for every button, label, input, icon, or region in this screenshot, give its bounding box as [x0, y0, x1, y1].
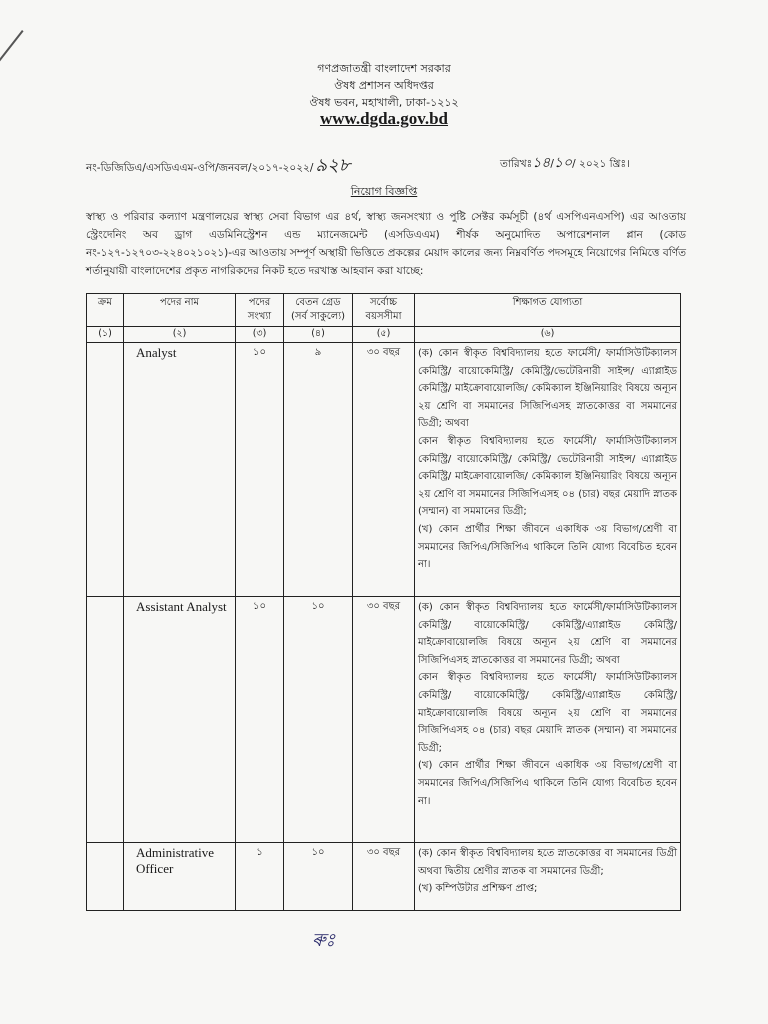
row-qualification: [415, 343, 681, 597]
row-age-limit: ৩০ বছর: [353, 843, 415, 911]
table-row: [87, 597, 681, 843]
memo-reference: [86, 151, 350, 182]
col-number: (৩): [236, 327, 284, 343]
notice-title: নিয়োগ বিজ্ঞপ্তি: [350, 185, 418, 198]
row-post-name: Administrative Officer: [124, 843, 236, 911]
memo-ref-prefix: নং-ডিজিডিএ/এসডিএএম-ওপি/জনবল/২০১৭-২০২২/: [86, 162, 314, 174]
row-pay-grade: ১০: [284, 843, 353, 911]
qualification-b: (খ) কম্পিউটার প্রশিক্ষণ প্রাপ্ত;: [418, 883, 538, 895]
date-year: ২০২১ খ্রিঃ।: [579, 158, 630, 170]
row-pay-grade: ৯: [284, 343, 353, 597]
col-number: (১): [87, 327, 124, 343]
qualification-c: (খ) কোন প্রার্থীর শিক্ষা জীবনে একাধিক ৩য় বিভাগ/শ্রেণী বা সমমানের জিপিএ/সিজিপিএ থাকিলে তিনি যোগ্য বিবেচিত হবেন না।: [418, 523, 677, 571]
row-age-limit: ৩০ বছর: [353, 597, 415, 843]
header-qualification: শিক্ষাগত যোগ্যতা: [415, 294, 681, 327]
row-post-count: ১০: [236, 343, 284, 597]
row-serial: [87, 843, 124, 911]
memo-ref-number: ৯২৮: [315, 155, 351, 176]
office-address: ঔষধ ভবন, মহাখালী, ঢাকা-১২১২: [309, 96, 459, 109]
govt-name: গণপ্রজাতন্ত্রী বাংলাদেশ সরকার: [317, 62, 451, 75]
row-serial: [87, 343, 124, 597]
qualification-b: কোন স্বীকৃত বিশ্ববিদ্যালয় হতে ফার্মেসী/ ফার্মাসিউটিক্যালস কেমিস্ট্রি/ বায়োকেমিস্ট্রি/ কেমিস্ট্রি/ ভেটেরিনারী সাইন্স/ এ্যাপ্লাইড কেমিস্ট্রি/ মাইক্রোবায়োলজি/ কেমিক্যাল ইঞ্জিনিয়ারিং বিষয়ে অন্যূন ২য় শ্রেণি বা সমমানের সিজিপিএসহ ০৪ (চার) বছর মেয়াদি স্নাতক (সম্মান) বা সমমানের ডিগ্রী;: [418, 435, 677, 518]
department-name: ঔষধ প্রশাসন অধিদপ্তর: [334, 79, 434, 92]
row-qualification: [415, 843, 681, 911]
row-pay-grade: ১০: [284, 597, 353, 843]
notice-intro: স্বাস্থ্য ও পরিবার কল্যাণ মন্ত্রণালয়ের স্বাস্থ্য সেবা বিভাগ এর ৪র্থ, স্বাস্থ্য জনসংখ্যা ও পুষ্টি সেক্টর কর্মসূচী (৪র্থ এসপিএনএসপি) এর আওতায় স্ট্রেংদেনিং অব ড্রাগ এডমিনিস্ট্রেশন এন্ড ম্যানেজমেন্ট (এসডিএএম) শীর্ষক অনুমোদিত অপারেশনাল প্লান (কোড নং-১২৭-১২৭০৩-২২৪০২১০২১)-এর আওতায় সম্পূর্ণ অস্থায়ী ভিত্তিতে প্রকল্পের মেয়াদ কালের জন্য নিম্নবর্ণিত পদসমূহে নিয়োগের নিমিত্তে বর্ণিত শর্তানুযায়ী বাংলাদেশের প্রকৃত নাগরিকদের নিকট হতে দরখাস্ত আহবান করা যাচ্ছে:: [86, 211, 686, 277]
row-qualification: [415, 597, 681, 843]
column-number-row: [87, 327, 681, 343]
date-label: তারিখঃ: [500, 158, 533, 170]
row-post-count: ১০: [236, 597, 284, 843]
col-number: (৪): [284, 327, 353, 343]
qualification-a: (ক) কোন স্বীকৃত বিশ্ববিদ্যালয় হতে ফার্মেসী/ফার্মাসিউটিক্যালস কেমিস্ট্রি/ বায়োকেমিস্ট্রি/ কেমিস্ট্রি/এ্যাপ্লাইড কেমিস্ট্রি/ মাইক্রোবায়োলজি বিষয়ে অন্যূন ২য় শ্রেণি বা সমমানের সিজিপিএসহ স্নাতকোত্তর বা সমমানের ডিগ্রী; অথবা: [418, 602, 677, 666]
table-header-row: [87, 294, 681, 327]
row-post-name: Assistant Analyst: [124, 597, 236, 843]
vacancy-table: [86, 293, 681, 911]
memo-date: তারিখঃ১৪/১০/ ২০২১ খ্রিঃ।: [500, 155, 630, 171]
date-month: ১০: [553, 155, 573, 171]
table-row: [87, 843, 681, 911]
initial-signature: ৰুঃ: [312, 930, 336, 951]
header-pay-grade: বেতন গ্রেড (সর্ব সাকুল্যে): [284, 294, 353, 327]
row-post-name: Analyst: [124, 343, 236, 597]
qualification-c: (খ) কোন প্রার্থীর শিক্ষা জীবনে একাধিক ৩য় বিভাগ/শ্রেণী বা সমমানের জিপিএ/সিজিপিএ থাকিলে তিনি যোগ্য বিবেচিত হবেন না।: [418, 760, 677, 807]
col-number: (৫): [353, 327, 415, 343]
header-post-name: পদের নাম: [124, 294, 236, 327]
header-age-limit: সর্বোচ্চ বয়সসীমা: [353, 294, 415, 327]
table-row: [87, 343, 681, 597]
qualification-b: কোন স্বীকৃত বিশ্ববিদ্যালয় হতে ফার্মেসী/ ফার্মাসিউটিক্যালস কেমিস্ট্রি/ বায়োকেমিস্ট্রি/ কেমিস্ট্রি/এ্যাপ্লাইড কেমিস্ট্রি/মাইক্রোবায়োলজি বিষয়ে অন্যূন ২য় শ্রেণি বা সমমানের সিজিপিএসহ ০৪ (চার) বছর মেয়াদি স্নাতক (সম্মান) বা সমমানের ডিগ্রী;: [418, 672, 677, 754]
qualification-a: (ক) কোন স্বীকৃত বিশ্ববিদ্যালয় হতে ফার্মেসী/ ফার্মাসিউটিক্যালস কেমিস্ট্রি/ বায়োকেমিস্ট্রি/ কেমিস্ট্রি/ভেটেরিনারী সাইন্স/ এ্যাপ্লাইড কেমিস্ট্রি/ মাইক্রোবায়োলজি/ কেমিক্যাল ইঞ্জিনিয়ারিং বিষয়ে অন্যূন ২য় শ্রেণি বা সমমানের সিজিপিএসহ স্নাতকোত্তর বা সমমানের ডিগ্রী; অথবা: [418, 348, 677, 430]
row-age-limit: ৩০ বছর: [353, 343, 415, 597]
col-number: (২): [124, 327, 236, 343]
website-link[interactable]: www.dgda.gov.bd: [319, 109, 449, 128]
date-day: ১৪: [532, 155, 551, 171]
row-serial: [87, 597, 124, 843]
header-serial: ক্রম: [87, 294, 124, 327]
header-post-count: পদের সংখ্যা: [236, 294, 284, 327]
row-post-count: ১: [236, 843, 284, 911]
col-number: (৬): [415, 327, 681, 343]
qualification-a: (ক) কোন স্বীকৃত বিশ্ববিদ্যালয় হতে স্নাতকোত্তর বা সমমানের ডিগ্রী অথবা দ্বিতীয় শ্রেণীর স্নাতক বা সমমানের ডিগ্রী;: [418, 848, 677, 877]
